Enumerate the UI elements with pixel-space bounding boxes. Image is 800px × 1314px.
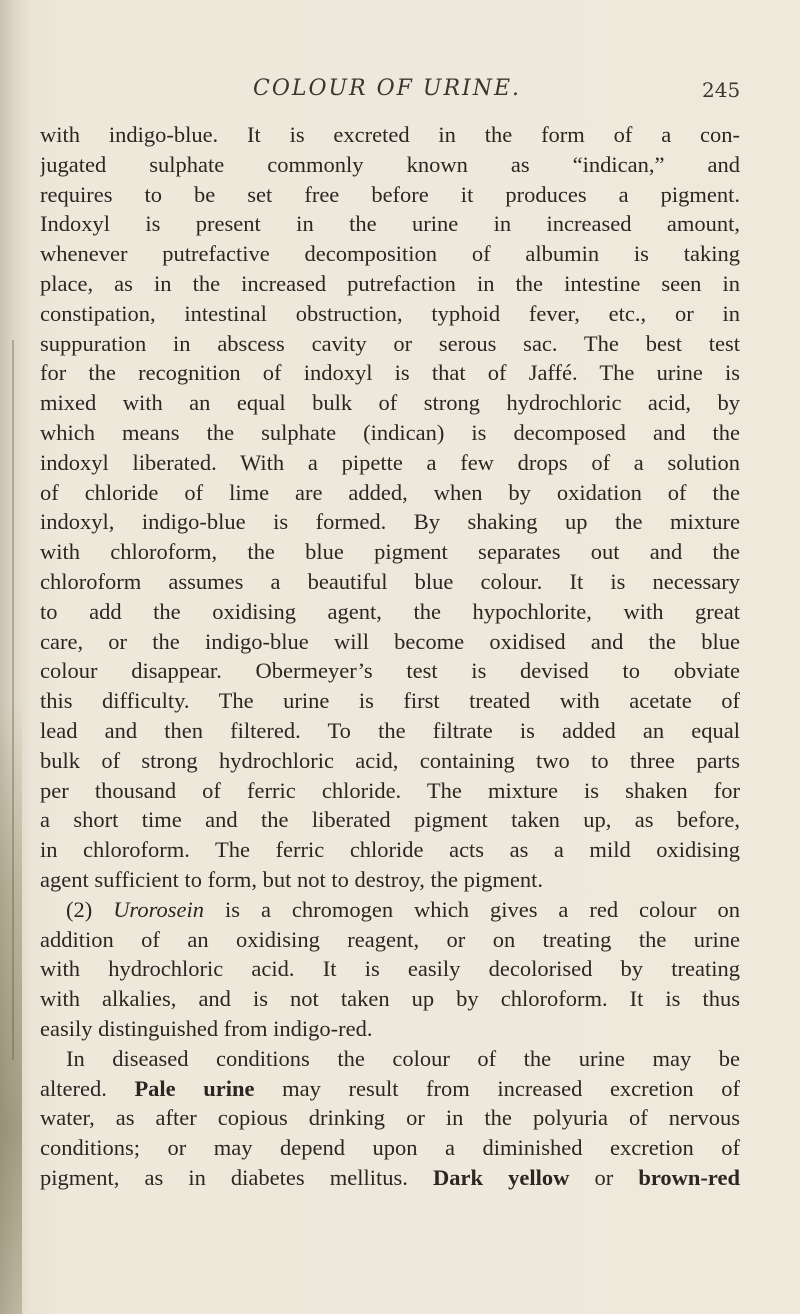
bold-term: Pale urine — [134, 1075, 255, 1101]
text-run: agent sufficient to form, but not to destroy, the pigment. — [40, 866, 544, 892]
text-line — [40, 418, 740, 448]
text-line — [40, 656, 740, 686]
text-line — [40, 835, 740, 865]
text-line — [40, 597, 740, 627]
text-line — [40, 805, 740, 835]
text-run: requires to be set free before it produces a pigment. — [40, 181, 740, 207]
text-run: with alkalies, and is not taken up by chloroform. It is thus — [40, 986, 740, 1012]
text-line — [40, 895, 740, 925]
text-run: jugated sulphate commonly known as “indican,” and — [40, 151, 740, 177]
text-line — [40, 180, 740, 210]
text-run: with hydrochloric acid. It is easily decolorised by treating — [40, 956, 740, 982]
body-text — [40, 120, 740, 1193]
text-line — [40, 1163, 740, 1193]
text-run: lead and then filtered. To the filtrate is added an equal — [40, 717, 740, 743]
text-line — [40, 1074, 740, 1104]
text-line — [40, 776, 740, 806]
text-line — [40, 209, 740, 239]
text-run: indoxyl, indigo-blue is formed. By shaking up the mixture — [40, 509, 740, 535]
text-run: place, as in the increased putrefaction in the intestine seen in — [40, 270, 740, 296]
text-run: water, as after copious drinking or in the polyuria of nervous — [40, 1105, 740, 1131]
text-line — [40, 1133, 740, 1163]
text-line — [40, 329, 740, 359]
text-line — [40, 984, 740, 1014]
gutter-stain — [0, 700, 22, 1314]
text-run: a short time and the liberated pigment taken up, as before, — [40, 807, 740, 833]
text-line — [40, 567, 740, 597]
text-run: easily distinguished from indigo-red. — [40, 1015, 373, 1041]
text-run: or — [569, 1164, 639, 1190]
bold-term: Dark yellow — [433, 1164, 570, 1190]
text-line — [40, 269, 740, 299]
text-run: addition of an oxidising reagent, or on treating the urine — [40, 926, 740, 952]
text-line — [40, 746, 740, 776]
text-line — [40, 1103, 740, 1133]
text-run: (2) — [66, 896, 114, 922]
text-run: indoxyl liberated. With a pipette a few drops of a solution — [40, 449, 740, 475]
bold-term: brown-red — [638, 1164, 740, 1190]
text-line — [40, 448, 740, 478]
text-run: with indigo-blue. It is excreted in the form of a con- — [40, 122, 740, 147]
italic-term: Urorosein — [113, 896, 205, 922]
text-line — [40, 120, 740, 150]
text-run: in chloroform. The ferric chloride acts as a mild oxidising — [40, 837, 740, 863]
text-run: per thousand of ferric chloride. The mixture is shaken for — [40, 777, 740, 803]
text-run: care, or the indigo-blue will become oxidised and the blue — [40, 628, 740, 654]
page-header — [0, 72, 800, 112]
text-line — [40, 1014, 740, 1044]
text-run: for the recognition of indoxyl is that of Jaffé. The urine is — [40, 360, 740, 386]
text-line — [40, 627, 740, 657]
text-run: whenever putrefactive decomposition of albumin is taking — [40, 241, 740, 267]
text-run: Indoxyl is present in the urine in increased amount, — [40, 211, 740, 237]
text-line — [40, 865, 740, 895]
page-number: 245 — [702, 78, 741, 102]
text-run: with chloroform, the blue pigment separates out and the — [40, 539, 740, 565]
text-run: bulk of strong hydrochloric acid, containing two to three parts — [40, 747, 740, 773]
text-run: conditions; or may depend upon a diminished excretion of — [40, 1135, 740, 1161]
text-run: may result from increased excretion of — [254, 1075, 740, 1101]
text-run: is a chromogen which gives a red colour on — [204, 896, 740, 922]
text-run: mixed with an equal bulk of strong hydrochloric acid, by — [40, 390, 740, 416]
running-head: COLOUR OF URINE. — [253, 76, 522, 101]
text-line — [40, 507, 740, 537]
text-line — [40, 478, 740, 508]
text-line — [40, 150, 740, 180]
text-line — [40, 388, 740, 418]
text-run: this difficulty. The urine is first treated with acetate of — [40, 688, 740, 714]
text-line — [40, 1044, 740, 1074]
text-line — [40, 925, 740, 955]
text-run: pigment, as in diabetes mellitus. — [40, 1164, 433, 1190]
text-run: of chloride of lime are added, when by oxidation of the — [40, 479, 740, 505]
text-line — [40, 537, 740, 567]
gutter-shadow — [12, 340, 14, 1060]
text-line — [40, 686, 740, 716]
text-line — [40, 239, 740, 269]
text-run: which means the sulphate (indican) is decomposed and the — [40, 419, 740, 445]
text-run: suppuration in abscess cavity or serous sac. The best test — [40, 330, 740, 356]
text-run: constipation, intestinal obstruction, typhoid fever, etc., or in — [40, 300, 740, 326]
text-run: chloroform assumes a beautiful blue colour. It is necessary — [40, 568, 740, 594]
text-run: In diseased conditions the colour of the urine may be — [66, 1045, 740, 1071]
text-line — [40, 716, 740, 746]
text-line — [40, 358, 740, 388]
text-line — [40, 299, 740, 329]
text-run: altered. — [40, 1075, 135, 1101]
text-run: to add the oxidising agent, the hypochlorite, with great — [40, 598, 740, 624]
text-run: colour disappear. Obermeyer’s test is devised to obviate — [40, 658, 740, 684]
text-line — [40, 954, 740, 984]
